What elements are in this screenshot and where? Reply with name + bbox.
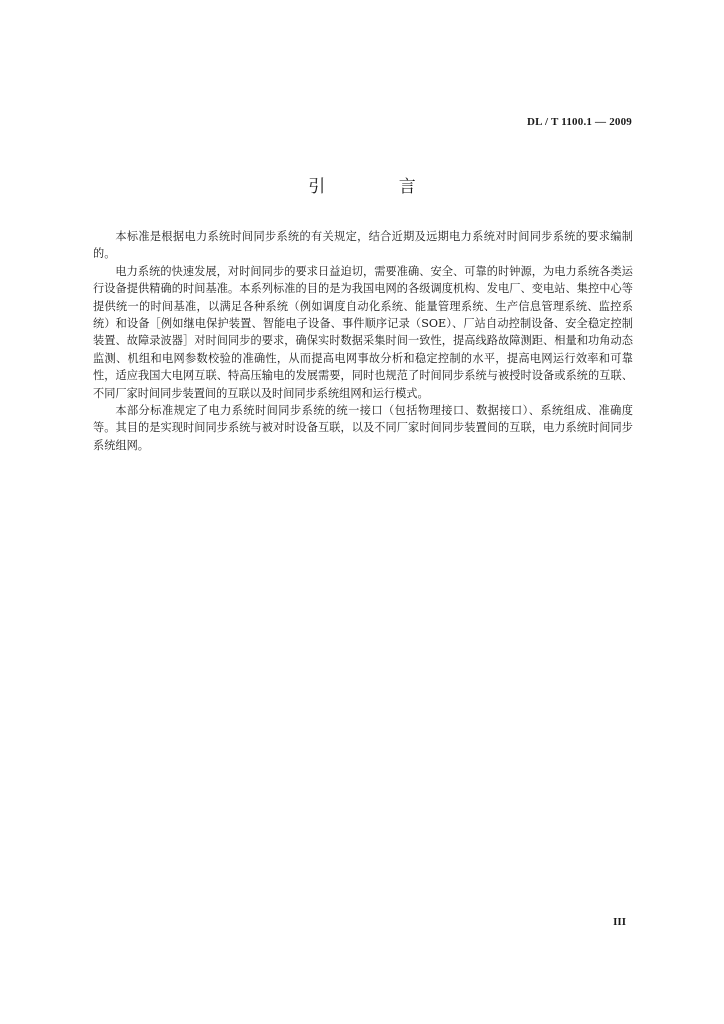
paragraph-purpose: 本标准是根据电力系统时间同步系统的有关规定，结合近期及远期电力系统对时间同步系统的要求编制的。 [93, 230, 633, 261]
paragraph-scope: 本部分标准规定了电力系统时间同步系统的统一接口（包括物理接口、数据接口）、系统组成、准确度等。其目的是实现时间同步系统与被对时设备互联，以及不同厂家时间同步装置间的互联，电力系统时间同步系统组网。 [93, 404, 633, 452]
standard-code-header: DL / T 1100.1 — 2009 [526, 116, 632, 128]
page-number: III [613, 916, 626, 928]
body-text [93, 228, 633, 454]
section-title: 引 言 [308, 177, 450, 197]
paragraph-background: 电力系统的快速发展，对时间同步的要求日益迫切，需要准确、安全、可靠的时钟源，为电力系统各类运行设备提供精确的时间基准。本系列标准的目的是为我国电网的各级调度机构、发电厂、变电站、集控中心等提供统一的时间基准，以满足各种系统（例如调度自动化系统、能量管理系统、生产信息管理系统、监控系统）和设备［例如继电保护装置、智能电子设备、事件顺序记录（SOE）、厂站自动控制设备、安全稳定控制装置、故障录波器］对时间同步的要求，确保实时数据采集时间一致性，提高线路故障测距、相量和功角动态监测、机组和电网参数校验的准确性，从而提高电网事故分析和稳定控制的水平，提高电网运行效率和可靠性，适应我国大电网互联、特高压输电的发展需要，同时也规范了时间同步系统与被授时设备或系统的互联、不同厂家时间同步装置间的互联以及时间同步系统组网和运行模式。 [93, 264, 633, 400]
